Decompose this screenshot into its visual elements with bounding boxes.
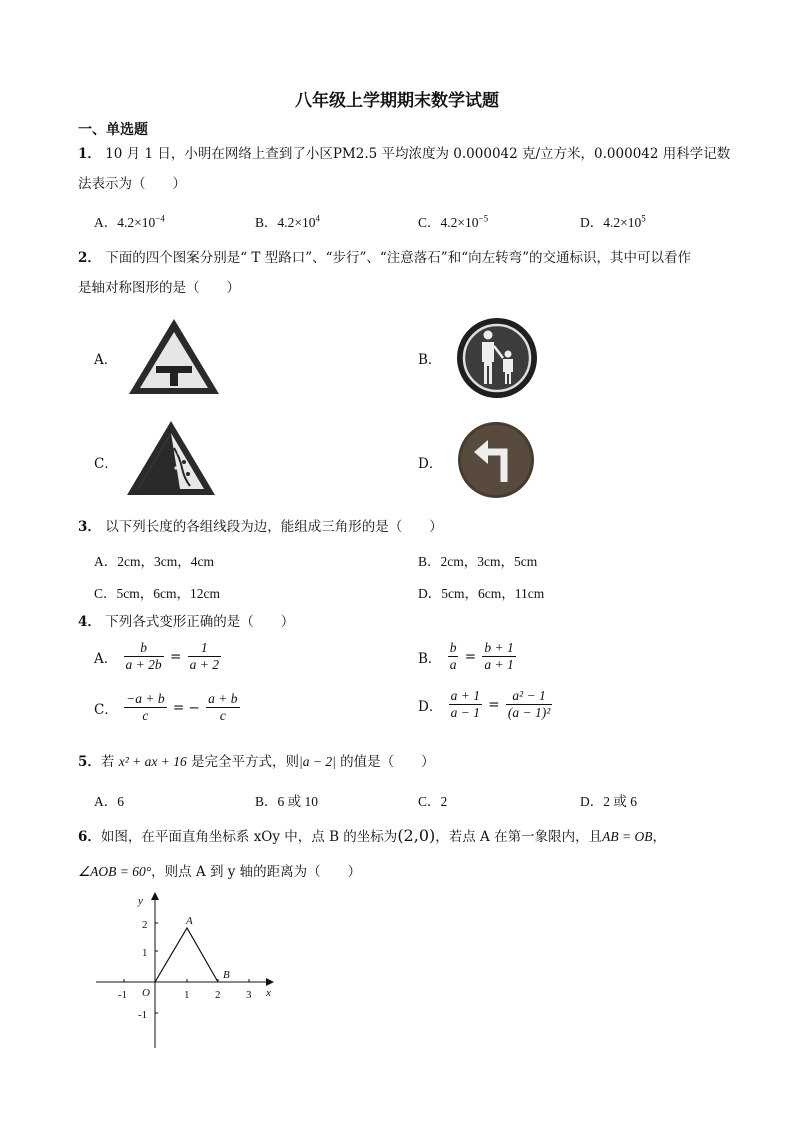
math-expression: x² + ax + 16 (118, 754, 187, 769)
option-label: B． (418, 650, 442, 667)
x-tick-label: 3 (246, 989, 252, 1001)
math-expression: AB = OB (602, 829, 653, 844)
question-text: 10 月 1 日，小明在网络上查到了小区PM2.5 平均浓度为 0.000042 克/立方米，0.000042 用科学记数 (105, 146, 731, 162)
option-b[interactable]: B．2cm，3cm，5cm (418, 554, 538, 569)
coordinate: (2,0) (397, 826, 436, 845)
math-expression: ∠AOB = 60° (78, 864, 152, 879)
y-tick-label: 2 (142, 919, 148, 931)
option-value: 4.2×10 (603, 215, 642, 230)
turn-left-sign-icon[interactable] (456, 420, 536, 500)
question-number: 3． (78, 519, 101, 535)
equals-sign: = (464, 648, 477, 665)
question-1-line-1 (78, 144, 730, 164)
x-tick-label: -1 (118, 989, 128, 1001)
option-d[interactable] (418, 688, 554, 721)
t-junction-sign-icon[interactable] (126, 316, 222, 398)
point-a-label: A (186, 915, 193, 927)
option-label: C． (94, 701, 118, 718)
option-label: B． (255, 215, 278, 230)
question-text: ，则点 A 到 y 轴的距离为（ ） (151, 864, 362, 880)
x-tick-label: 1 (184, 989, 190, 1001)
option-a[interactable]: A．2cm，3cm，4cm (94, 554, 214, 569)
y-tick-label: -1 (138, 1009, 148, 1021)
question-number: 6． (78, 829, 101, 845)
page-title: 八年级上学期期末数学试题 (295, 91, 499, 111)
question-6-line-2 (78, 862, 361, 882)
option-label: D． (580, 215, 604, 230)
question-text: ，若点 A 在第一象限内，且 (435, 829, 603, 845)
option-c[interactable] (94, 691, 242, 724)
option-exponent: 4 (315, 213, 321, 224)
option-label: A． (94, 650, 118, 667)
fraction: $\frac{1}{a + 2}$ (189, 640, 219, 672)
y-tick-label: 1 (142, 947, 148, 959)
equals-sign: = (169, 648, 182, 665)
point-b-label: B (223, 969, 230, 981)
coordinate-figure (90, 888, 290, 1053)
question-5 (78, 752, 435, 772)
option-label: D． (418, 698, 443, 715)
question-text: 下面的四个图案分别是“ T 型路口”、“步行”、“注意落石”和“向左转弯”的交通标识，其中可以看作 (105, 250, 692, 266)
option-b-label[interactable]: B． (418, 352, 442, 368)
option-d[interactable] (580, 211, 646, 231)
option-d-label[interactable]: D． (418, 456, 443, 472)
x-axis-label: x (266, 987, 271, 999)
option-exponent: 5 (641, 213, 646, 224)
option-value: 4.2×10 (440, 215, 479, 230)
question-1-line-2: 法表示为（ ） (78, 176, 186, 192)
option-d[interactable]: D．2 或 6 (580, 794, 637, 809)
origin-label: O (142, 987, 150, 999)
fraction: $\frac{b + 1}{a + 1}$ (484, 640, 514, 672)
question-text: 如图，在平面直角坐标系 xOy 中，点 B 的坐标为 (100, 829, 398, 845)
pedestrian-sign-icon[interactable] (455, 316, 539, 400)
option-label: A． (94, 215, 118, 230)
question-number: 5． (78, 754, 101, 770)
question-text: 下列各式变形正确的是（ ） (105, 614, 295, 630)
option-value: 4.2×10 (277, 215, 316, 230)
option-value: 4.2×10 (117, 215, 156, 230)
y-axis-label: y (138, 895, 143, 907)
option-exponent: −5 (478, 213, 489, 224)
fraction: $\frac{-a + b}{c}$ (126, 691, 165, 723)
fraction: $\frac{a + 1}{a - 1}$ (450, 688, 480, 720)
question-4 (78, 612, 294, 632)
question-text: 的值是（ ） (335, 754, 435, 770)
falling-rocks-sign-icon[interactable] (124, 418, 218, 498)
option-b[interactable]: B．6 或 10 (255, 794, 319, 809)
option-a[interactable] (94, 211, 165, 231)
question-6-line-1 (78, 826, 666, 847)
fraction: $\frac{a + b}{c}$ (208, 691, 238, 723)
fraction: $\frac{\text{a² − 1}}{\text{(a − 1)²}}$ (507, 688, 551, 720)
question-2-line-2: 是轴对称图形的是（ ） (78, 280, 240, 296)
math-expression: |a − 2| (299, 754, 336, 769)
option-a-label[interactable]: A． (94, 352, 118, 368)
fraction: $\frac{b}{a + 2b}$ (125, 640, 162, 672)
option-c-label[interactable]: C． (94, 456, 118, 472)
triangle-oab (155, 928, 218, 982)
question-text: 是完全平方式，则 (186, 754, 300, 770)
option-label: C． (418, 215, 441, 230)
option-c[interactable] (418, 211, 488, 231)
x-tick-label: 2 (215, 989, 221, 1001)
option-a[interactable]: A．6 (94, 794, 124, 809)
question-number: 1． (78, 146, 101, 162)
question-number: 4． (78, 614, 101, 630)
question-text: 若 (100, 754, 115, 770)
question-3 (78, 517, 443, 537)
question-number: 2． (78, 250, 101, 266)
section-heading: 一、单选题 (78, 122, 148, 138)
question-text: ， (652, 829, 666, 845)
equals-sign: = − (172, 699, 200, 716)
question-text: 以下列长度的各组线段为边，能组成三角形的是（ ） (105, 519, 443, 535)
option-a[interactable] (94, 640, 223, 673)
option-c[interactable]: C．5cm，6cm，12cm (94, 586, 220, 601)
option-c[interactable]: C．2 (418, 794, 448, 809)
option-exponent: −4 (155, 213, 165, 224)
question-2-line-1 (78, 248, 691, 268)
option-b[interactable] (418, 640, 518, 673)
fraction: $\frac{b}{a}$ (449, 640, 457, 672)
equals-sign: = (488, 696, 500, 713)
option-d[interactable]: D．5cm，6cm，11cm (418, 586, 545, 601)
option-b[interactable] (255, 211, 320, 231)
